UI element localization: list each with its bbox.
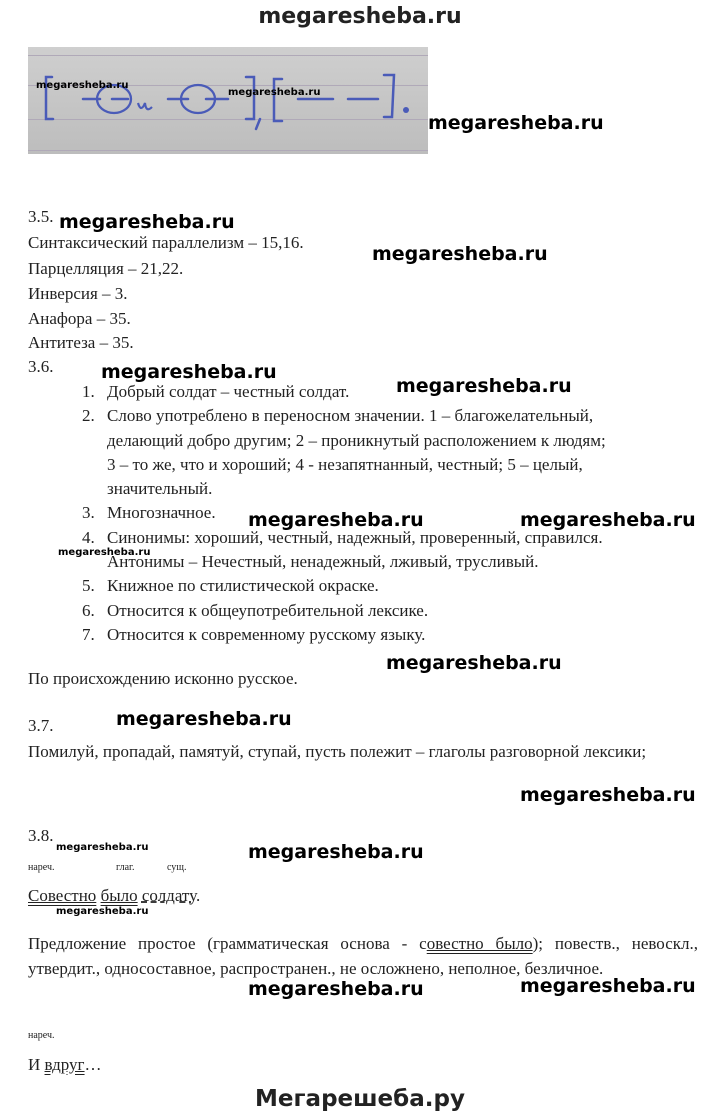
s38-sentence: Совестно было солдату. — [28, 886, 201, 905]
pos-label-verb: глаг. — [116, 862, 135, 873]
header-watermark: megaresheba.ru — [258, 4, 462, 29]
s35-line-3: Инверсия – 3. — [28, 284, 128, 303]
list-item: 3. Многозначное. — [82, 503, 216, 523]
list-item: 2. Слово употреблено в переносном значении. 1 – благожелательный, делающий добро другим; 2 – проникнутый расположением к людям; 3 – то же, что и хороший; 4 - незапятнанный, честный; 5 – целый, значительный. — [82, 406, 606, 499]
watermark: megaresheba.ru — [520, 784, 696, 806]
list-item: 1. Добрый солдат – честный солдат. — [82, 382, 350, 401]
section-number-3-6: 3.6. — [28, 357, 54, 376]
watermark: megaresheba.ru — [428, 112, 604, 134]
handwriting-drawing — [28, 47, 428, 154]
s35-line-4: Анафора – 35. — [28, 309, 131, 328]
section-number-3-8: 3.8. — [28, 826, 54, 845]
pos-label-adverb-2: нареч. — [28, 1030, 55, 1041]
list-item: 5. Книжное по стилистической окраске. — [82, 576, 379, 596]
s38-analysis: Предложение простое (грамматическая основа - совестно было); повеств., невоскл., утвердит., односоставное, распространен., не осложнено, неполное, безличное. — [28, 934, 698, 978]
list-item: 6. Относится к общеупотребительной лексике. — [82, 600, 429, 620]
watermark-small: megaresheba.ru — [56, 842, 149, 853]
watermark: megaresheba.ru — [116, 708, 292, 730]
list-item: 7. Относится к современному русскому языку. — [82, 624, 426, 644]
watermark: megaresheba.ru — [101, 361, 277, 383]
watermark: megaresheba.ru — [396, 375, 572, 397]
handwritten-scheme-photo — [28, 47, 428, 154]
list-item: 4. Синонимы: хороший, честный, надежный, проверенный, справился. Антонимы – Нечестный, ненадежный, лживый, трусливый. — [82, 527, 603, 572]
watermark: megaresheba.ru — [248, 509, 424, 531]
watermark: megaresheba.ru — [248, 978, 424, 1000]
s35-line-1: Синтаксический параллелизм – 15,16. — [28, 233, 304, 252]
photo-watermark-1: megaresheba.ru — [36, 80, 129, 91]
s36-origin: По происхождению исконно русское. — [28, 669, 298, 688]
watermark: megaresheba.ru — [248, 841, 424, 863]
s35-line-5: Антитеза – 35. — [28, 333, 134, 352]
watermark: megaresheba.ru — [520, 975, 696, 997]
pos-label-noun: сущ. — [167, 862, 187, 873]
s35-line-2: Парцелляция – 21,22. — [28, 259, 184, 278]
section-number-3-5: 3.5. — [28, 207, 54, 226]
watermark: megaresheba.ru — [386, 652, 562, 674]
watermark: megaresheba.ru — [372, 243, 548, 265]
s37-text: Помилуй, пропадай, памятуй, ступай, пусть полежит – глаголы разговорной лексики; — [28, 742, 647, 761]
section-number-3-7: 3.7. — [28, 716, 54, 735]
watermark-small: megaresheba.ru — [58, 547, 151, 558]
pos-label-adverb: нареч. — [28, 862, 55, 873]
watermark: megaresheba.ru — [520, 509, 696, 531]
s38-final: И вдруг… — [28, 1055, 102, 1074]
photo-watermark-2: megaresheba.ru — [228, 87, 321, 98]
footer-watermark: Мегарешеба.ру — [255, 1086, 465, 1112]
watermark: megaresheba.ru — [59, 211, 235, 233]
watermark-small: megaresheba.ru — [56, 906, 149, 917]
